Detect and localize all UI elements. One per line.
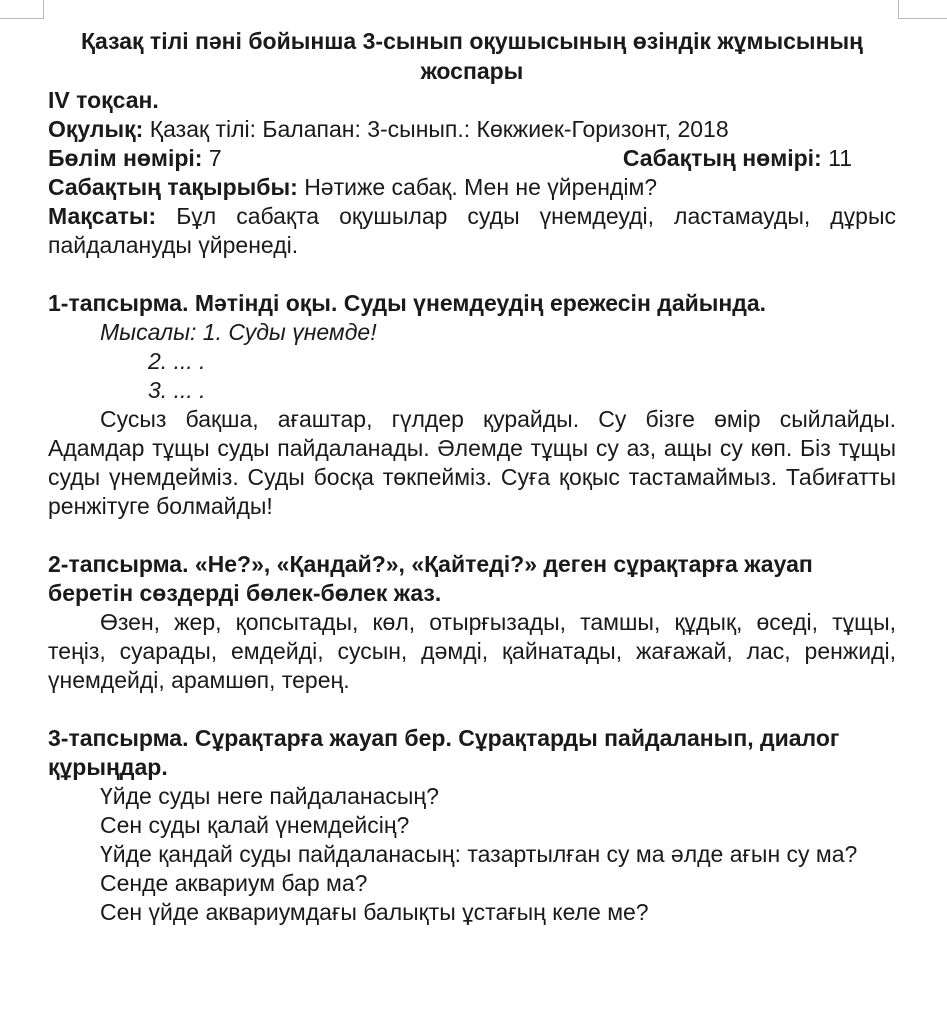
task2-text: Өзен, жер, қопсытады, көл, отырғызады, тамшы, құдық, өседі, тұщы, теңіз, суарады, емдейді, сусын, дәмді, қайнатады, жағажай, лас, ренжиді, үнемдейді, арамшөп, терең.: [48, 609, 896, 693]
goal-line: [48, 202, 896, 260]
task3-question: Сен үйде аквариумдағы балықты ұстағың келе ме?: [100, 899, 649, 925]
task1-text: Сусыз бақша, ағаштар, гүлдер қурайды. Су бізге өмір сыйлайды. Адамдар тұщы суды пайдаланады. Әлемде тұщы су аз, ащы су көп. Біз тұщы суды үнемдейміз. Суды босқа төкпейміз. Суға қоқыс тастамаймыз. Табиғатты ренжітуге болмайды!: [48, 406, 896, 519]
task3-question: Үйде қандай суды пайдаланасың: тазартылған су ма әлде ағын су ма?: [100, 841, 858, 867]
task1-example-3: 3. ... .: [148, 377, 206, 403]
section-value: 7: [208, 145, 222, 171]
task3-question: Үйде суды неге пайдаланасың?: [100, 783, 439, 809]
crop-mark-top-right-horizontal: [898, 18, 947, 19]
numbers-row: [48, 144, 896, 173]
crop-mark-top-left-vertical: [43, 0, 44, 18]
goal-value: Бұл сабақта оқушылар суды үнемдеуді, ластамауды, дұрыс пайдалануды үйренеді.: [48, 203, 897, 258]
topic-label: Сабақтың тақырыбы:: [48, 174, 298, 200]
task1-example-1: Мысалы: 1. Суды үнемде!: [100, 319, 377, 345]
lesson-number-label: Сабақтың нөмірі:: [622, 145, 822, 171]
task1-heading: 1-тапсырма. Мәтінді оқы. Суды үнемдеудің ережесін дайында.: [48, 290, 767, 316]
lesson-number-value: 11: [828, 145, 852, 171]
task3-question: Сенде аквариум бар ма?: [100, 870, 368, 896]
textbook-label: Оқулық:: [48, 116, 144, 142]
topic-line: [48, 173, 896, 202]
goal-label: Мақсаты:: [48, 203, 157, 229]
section-number: [48, 144, 222, 173]
task1-example-2: 2. ... .: [148, 348, 206, 374]
quarter: IV тоқсан.: [48, 87, 159, 113]
textbook-line: [48, 115, 896, 144]
task3-heading: 3-тапсырма. Сұрақтарға жауап бер. Сұрақтарды пайдаланып, диалог құрыңдар.: [48, 725, 840, 780]
section-label: Бөлім нөмірі:: [48, 145, 203, 171]
document-title: Қазақ тілі пәні бойынша 3-сынып оқушысының өзіндік жұмысының жоспары: [81, 28, 863, 84]
crop-mark-top-right-vertical: [898, 0, 899, 18]
topic-value: Нәтиже сабақ. Мен не үйрендім?: [304, 174, 658, 200]
task3-question: Сен суды қалай үнемдейсің?: [100, 812, 410, 838]
task2-heading: 2-тапсырма. «Не?», «Қандай?», «Қайтеді?» деген сұрақтарға жауап беретін сөздерді бөлек-бөлек жаз.: [48, 551, 813, 606]
lesson-number: [623, 144, 852, 173]
document-page: [48, 26, 896, 927]
crop-mark-top-left-horizontal: [0, 18, 44, 19]
textbook-value: Қазақ тілі: Балапан: 3-сынып.: Көкжиек-Горизонт, 2018: [149, 116, 729, 142]
